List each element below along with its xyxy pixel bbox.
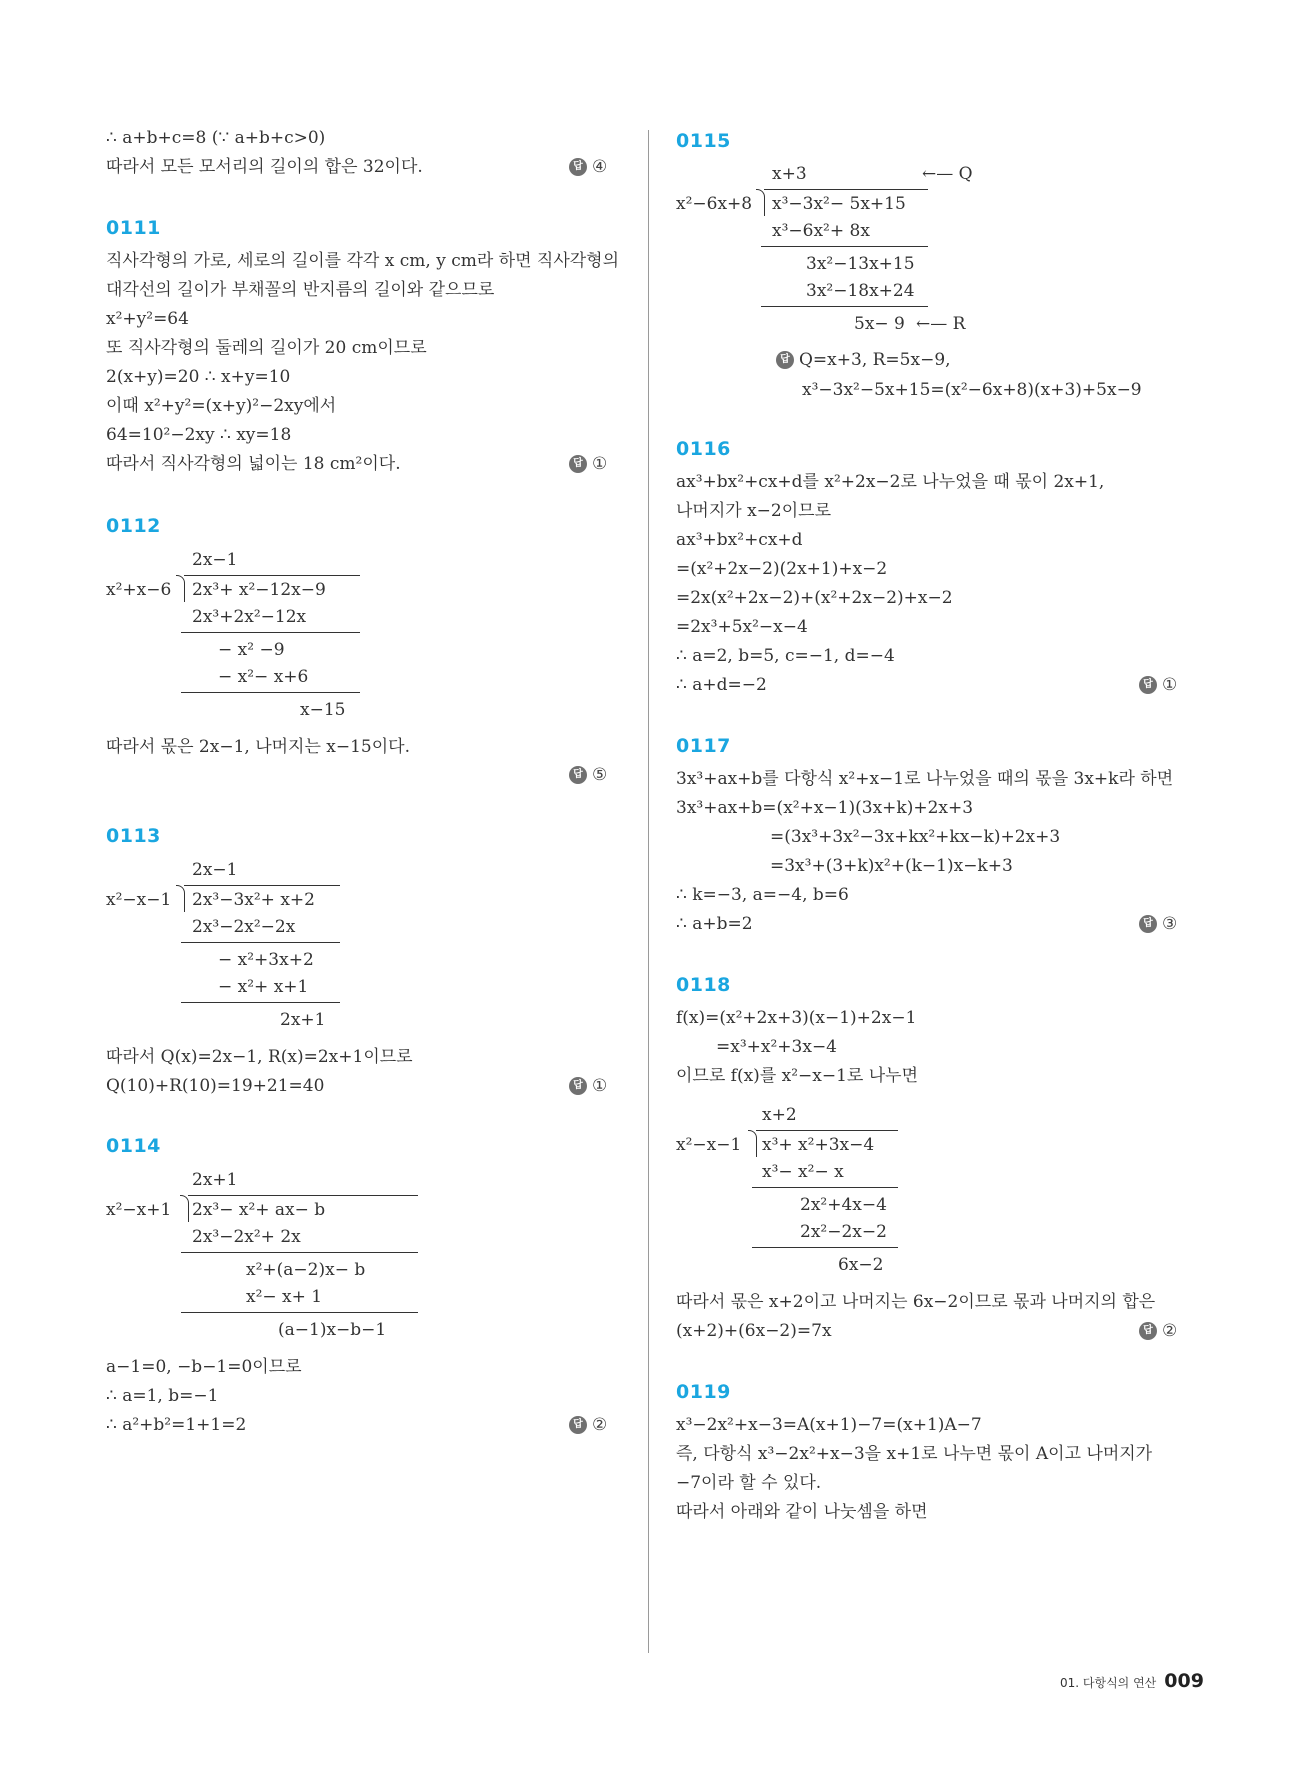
p0116-line: 나머지가 x−2이므로	[676, 501, 832, 521]
problem-id-0111: 0111	[106, 217, 161, 239]
p0119-line: 따라서 아래와 같이 나눗셈을 하면	[676, 1502, 928, 1522]
p0111-line: 대각선의 길이가 부채꼴의 반지름의 길이와 같으므로	[106, 280, 495, 300]
p0116-answer: 답 ①	[1139, 675, 1177, 695]
p0119-line: x³−2x²+x−3=A(x+1)−7=(x+1)A−7	[676, 1415, 982, 1435]
p0115-remainder: 5x− 9	[854, 314, 905, 334]
p0116-line: ax³+bx²+cx+d를 x²+2x−2로 나누었을 때 몫이 2x+1,	[676, 472, 1105, 492]
division-bar	[184, 575, 360, 576]
p0118-line: 이므로 f(x)를 x²−x−1로 나누면	[676, 1066, 919, 1086]
p0111-line: 이때 x²+y²=(x+y)²−2xy에서	[106, 396, 337, 416]
p0117-line: =3x³+(3+k)x²+(k−1)x−k+3	[770, 856, 1013, 876]
p0113-remainder: 2x+1	[280, 1010, 326, 1030]
p0111-answer: 답 ①	[569, 454, 607, 474]
p0119-line: 즉, 다항식 x³−2x²+x−3을 x+1로 나누면 몫이 A이고 나머지가	[676, 1444, 1153, 1464]
p0116-line: =2x³+5x²−x−4	[676, 617, 808, 637]
division-bracket	[180, 1195, 189, 1222]
p0118-line: f(x)=(x²+2x+3)(x−1)+2x−1	[676, 1008, 917, 1028]
division-bar	[756, 1130, 898, 1131]
p0111-line: 직사각형의 가로, 세로의 길이를 각각 x cm, y cm라 하면 직사각형의	[106, 251, 620, 271]
p0112-quotient: 2x−1	[192, 550, 238, 570]
p0113-line: Q(10)+R(10)=19+21=40	[106, 1076, 325, 1096]
problem-id-0114: 0114	[106, 1135, 161, 1157]
p0117-line: =(3x³+3x²−3x+kx²+kx−k)+2x+3	[770, 827, 1061, 847]
p0114-divisor: x²−x+1	[106, 1200, 172, 1220]
p0113-divisor: x²−x−1	[106, 890, 172, 910]
p0115-step: 3x²−13x+15	[806, 254, 915, 274]
p0118-divisor: x²−x−1	[676, 1135, 742, 1155]
division-bracket	[176, 575, 185, 602]
problem-id-0117: 0117	[676, 735, 731, 757]
problem-id-0113: 0113	[106, 825, 161, 847]
p0114-line: a−1=0, −b−1=0이므로	[106, 1357, 302, 1377]
intro-line-1: ∴ a+b+c=8 (∵ a+b+c>0)	[106, 128, 326, 148]
p0117-line: 3x³+ax+b=(x²+x−1)(3x+k)+2x+3	[676, 798, 974, 818]
answer-badge: 답	[569, 455, 587, 473]
p0112-divisor: x²+x−6	[106, 580, 172, 600]
answer-badge: 답	[569, 158, 587, 176]
p0114-line: ∴ a=1, b=−1	[106, 1386, 219, 1406]
p0117-line: 3x³+ax+b를 다항식 x²+x−1로 나누었을 때의 몫을 3x+k라 하면	[676, 769, 1174, 789]
division-line	[752, 1187, 898, 1188]
division-bar	[188, 1195, 418, 1196]
p0117-answer: 답 ③	[1139, 914, 1177, 934]
p0112-step: 2x³+2x²−12x	[192, 607, 307, 627]
p0113-step: 2x³−2x²−2x	[192, 917, 296, 937]
problem-id-0112: 0112	[106, 515, 161, 537]
p0118-answer: 답 ②	[1139, 1321, 1177, 1341]
p0118-conclusion: (x+2)+(6x−2)=7x	[676, 1321, 832, 1341]
division-line	[752, 1247, 898, 1248]
p0114-step: 2x³−2x²+ 2x	[192, 1227, 301, 1247]
p0116-line: =(x²+2x−2)(2x+1)+x−2	[676, 559, 888, 579]
problem-id-0119: 0119	[676, 1381, 731, 1403]
p0111-line: 따라서 직사각형의 넓이는 18 cm²이다.	[106, 454, 401, 474]
p0116-line: ∴ a=2, b=5, c=−1, d=−4	[676, 646, 895, 666]
p0114-remainder: (a−1)x−b−1	[278, 1320, 387, 1340]
p0115-step: 3x²−18x+24	[806, 281, 915, 301]
p0114-step: x²− x+ 1	[246, 1287, 323, 1307]
p0112-step: − x²− x+6	[218, 667, 309, 687]
division-line	[761, 306, 928, 307]
page-number: 009	[1164, 1670, 1204, 1692]
p0113-step: − x²+ x+1	[218, 977, 309, 997]
division-line	[761, 246, 928, 247]
problem-id-0116: 0116	[676, 438, 731, 460]
p0114-step: x²+(a−2)x− b	[246, 1260, 366, 1280]
division-line	[181, 692, 360, 693]
p0114-answer: 답 ②	[569, 1415, 607, 1435]
p0112-conclusion: 따라서 몫은 2x−1, 나머지는 x−15이다.	[106, 737, 410, 757]
p0118-step: x³− x²− x	[762, 1162, 844, 1182]
p0117-line: ∴ a+b=2	[676, 914, 753, 934]
division-bracket	[756, 189, 765, 216]
p0114-quotient: 2x+1	[192, 1170, 238, 1190]
p0118-dividend: x³+ x²+3x−4	[762, 1135, 875, 1155]
division-bracket	[748, 1130, 757, 1157]
p0118-remainder: 6x−2	[838, 1255, 884, 1275]
p0111-line: 또 직사각형의 둘레의 길이가 20 cm이므로	[106, 338, 427, 358]
division-bar	[184, 885, 340, 886]
p0115-step: x³−6x²+ 8x	[772, 221, 870, 241]
problem-id-0115: 0115	[676, 130, 731, 152]
footer-section: 01. 다항식의 연산	[1060, 1676, 1157, 1690]
column-divider	[648, 130, 649, 1653]
p0113-dividend: 2x³−3x²+ x+2	[192, 890, 315, 910]
answer-badge: 답	[569, 1416, 587, 1434]
p0114-line: ∴ a²+b²=1+1=2	[106, 1415, 247, 1435]
division-line	[181, 1252, 418, 1253]
division-line	[181, 1312, 418, 1313]
p0116-line: ∴ a+d=−2	[676, 675, 767, 695]
p0116-line: ax³+bx²+cx+d	[676, 530, 803, 550]
quotient-label: ←— Q	[922, 164, 973, 184]
problem-id-0118: 0118	[676, 974, 731, 996]
p0111-line: 64=10²−2xy ∴ xy=18	[106, 425, 292, 445]
p0112-step: − x² −9	[218, 640, 285, 660]
p0118-step: 2x²−2x−2	[800, 1222, 887, 1242]
p0118-step: 2x²+4x−4	[800, 1195, 887, 1215]
division-bar	[764, 189, 928, 190]
remainder-label: ←— R	[916, 314, 966, 334]
answer-badge: 답	[1139, 676, 1157, 694]
division-bracket	[176, 885, 185, 912]
answer-badge: 답	[569, 1077, 587, 1095]
p0111-line: 2(x+y)=20 ∴ x+y=10	[106, 367, 291, 387]
p0115-quotient: x+3	[772, 164, 807, 184]
p0118-conclusion: 따라서 몫은 x+2이고 나머지는 6x−2이므로 몫과 나머지의 합은	[676, 1292, 1156, 1312]
division-line	[181, 942, 340, 943]
division-line	[181, 632, 360, 633]
division-line	[181, 1002, 340, 1003]
p0118-quotient: x+2	[762, 1105, 797, 1125]
p0113-answer: 답 ①	[569, 1076, 607, 1096]
p0117-line: ∴ k=−3, a=−4, b=6	[676, 885, 849, 905]
p0113-quotient: 2x−1	[192, 860, 238, 880]
p0111-line: x²+y²=64	[106, 309, 189, 329]
intro-line-2: 따라서 모든 모서리의 길이의 합은 32이다.	[106, 157, 423, 177]
p0112-answer: 답 ⑤	[569, 765, 607, 785]
p0112-remainder: x−15	[300, 700, 346, 720]
p0114-dividend: 2x³− x²+ ax− b	[192, 1200, 326, 1220]
p0113-line: 따라서 Q(x)=2x−1, R(x)=2x+1이므로	[106, 1047, 413, 1067]
p0115-divisor: x²−6x+8	[676, 194, 753, 214]
answer-badge: 답	[1139, 915, 1157, 933]
p0115-answer-line: x³−3x²−5x+15=(x²−6x+8)(x+3)+5x−9	[802, 380, 1142, 400]
p0115-dividend: x³−3x²− 5x+15	[772, 194, 906, 214]
p0118-line: =x³+x²+3x−4	[716, 1037, 838, 1057]
p0113-step: − x²+3x+2	[218, 950, 314, 970]
p0116-line: =2x(x²+2x−2)+(x²+2x−2)+x−2	[676, 588, 953, 608]
p0115-answer: 답 Q=x+3, R=5x−9,	[776, 350, 951, 370]
p0112-dividend: 2x³+ x²−12x−9	[192, 580, 326, 600]
answer-badge: 답	[569, 766, 587, 784]
answer-badge: 답	[776, 351, 794, 369]
p0119-line: −7이라 할 수 있다.	[676, 1473, 822, 1493]
answer-badge: 답	[1139, 1322, 1157, 1340]
page-footer	[1060, 1670, 1204, 1692]
intro-answer: 답 ④	[569, 157, 607, 177]
